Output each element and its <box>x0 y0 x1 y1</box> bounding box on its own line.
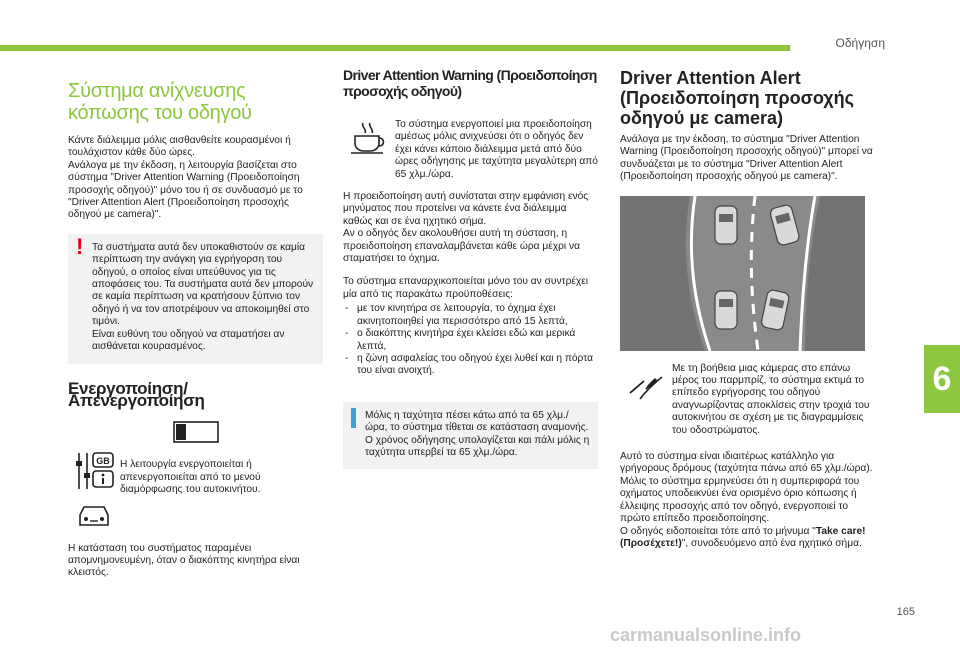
info-icon <box>351 408 356 428</box>
daa-text-3 <box>620 526 875 551</box>
daw-icon-text: Το σύστημα ενεργοποιεί μια προειδοποίηση αμέσως μόλις ανιχνεύσει ότι ο οδηγός δεν έχει κάνει κάποιο διάλειμμα μετά από δύο ώρες οδήγησης με ταχύτητα μεγαλύτερη από 65 χλμ./ώρα. <box>395 119 598 180</box>
info-box <box>343 402 598 470</box>
daa-icon-row <box>620 363 875 437</box>
daa-msg-start: Ο οδηγός ειδοποιείται τότε από το μήνυμα " <box>620 525 816 537</box>
activation-row <box>68 451 323 496</box>
fatigue-version-text: Ανάλογα με την έκδοση, η λειτουργία βασίζεται στο σύστημα "Driver Attention Warning (Προειδοποίηση προσοχής οδηγού)" μόνο του ή σε συνδυασμό με το "Driver Attention Alert (Προειδοποίηση προσοχής οδηγού με camera)". <box>68 159 303 221</box>
coffee-cup-icon <box>349 119 389 155</box>
daw-icon-row <box>343 119 598 181</box>
daw-text-2: Αν ο οδηγός δεν ακολουθήσει αυτή τη σύσταση, η προειδοποίηση επαναλαμβάνεται κάθε ώρα μέχρι να σταματήσει το όχημα. <box>343 228 580 265</box>
column-driver-attention-alert <box>620 60 875 550</box>
daw-text-1: Η προειδοποίηση αυτή συνίσταται στην εμφάνιση ενός μηνύματος που προτείνει να κάνετε ένα διάλειμμα καθώς και σε ένα ηχητικό σήμα. <box>343 191 589 227</box>
take-care-message: Take care! (Προσέχετε!) <box>620 525 866 549</box>
menu-screen-icon <box>68 421 323 443</box>
section-title: Οδήγηση <box>835 36 885 50</box>
fatigue-title: Σύστημα ανίχνευσης κόπωσης του οδηγού <box>68 80 252 124</box>
activation-title: Ενεργοποίηση/Απενεργοποίηση <box>68 378 205 410</box>
page-number: 165 <box>896 606 915 618</box>
daa-text-2: Μόλις το σύστημα ερμηνεύσει ότι η συμπεριφορά του οχήματος υποδεικνύει ένα ορισμένο όριο κόπωσης ή έλλειψης προσοχής από τον οδηγό, ενεργοποιεί το πρώτο επίπεδο προειδοποίησης. <box>620 475 860 525</box>
lane-departure-icon <box>626 363 666 403</box>
chapter-tab: 6 <box>924 345 960 413</box>
warning-text-2: Είναι ευθύνη του οδηγού να σταματήσει αν αισθάνεται κουρασμένος. <box>92 328 285 353</box>
settings-gb-icon <box>71 451 117 491</box>
list-item: - η ζώνη ασφαλείας του οδηγού έχει λυθεί και η πόρτα του είναι ανοιχτή. <box>343 353 598 378</box>
road-illustration <box>620 196 865 351</box>
memory-text: Η κατάσταση του συστήματος παραμένει απομνημονευμένη, όταν ο διακόπτης κινητήρα είναι κλειστός. <box>68 542 300 579</box>
warning-exclamation-icon: ! <box>76 233 84 259</box>
daw-title: Driver Attention Warning (Προειδοποίηση προσοχής οδηγού) <box>343 67 597 99</box>
watermark: carmanualsonline.info <box>610 625 802 645</box>
daa-text-1: Αυτό το σύστημα είναι ιδιαιτέρως κατάλληλο για γρήγορους δρόμους (ταχύτητα πάνω από 65 χλμ./ώρα). <box>620 451 873 475</box>
daa-msg-end: ", συνοδευόμενο από ένα ηχητικό σήμα. <box>681 537 862 549</box>
warning-box <box>68 234 323 364</box>
daa-intro: Ανάλογα με την έκδοση, το σύστημα "Driver Attention Warning (Προειδοποίηση προσοχής οδηγού)" μπορεί να συνδυάζεται με το σύστημα "Driver Attention Alert (Προειδοποίηση προσοχής οδηγού με camera)". <box>620 134 873 183</box>
fatigue-intro: Κάντε διάλειμμα μόλις αισθανθείτε κουρασμένοι ή τουλάχιστον κάθε δύο ώρες. <box>68 135 291 159</box>
daw-reset-list <box>343 303 598 377</box>
activation-text: Η λειτουργία ενεργοποιείται ή απενεργοποιείται από το μενού διαμόρφωσης του αυτοκινήτου. <box>120 459 261 496</box>
column-driver-attention-warning <box>343 60 598 469</box>
daa-icon-text: Με τη βοήθεια μιας κάμερας στο επάνω μέρος του παρμπρίζ, το σύστημα εκτιμά το επίπεδο εγρήγορσης του οδηγού αναγνωρίζοντας αποκλίσεις στην τροχιά του αυτοκινήτου σε σχέση με τις διαγραμμίσεις του οδοστρώματος. <box>672 362 870 436</box>
daw-text-3: Το σύστημα επαναρχικοποιείται μόνο του αν συντρέχει μία από τις παρακάτω προϋποθέσεις: <box>343 276 589 300</box>
car-icon <box>68 503 120 529</box>
list-item: - ο διακόπτης κινητήρα έχει κλείσει εδώ και μερικά λεπτά, <box>343 328 598 353</box>
list-item: - με τον κινητήρα σε λειτουργία, το όχημα έχει ακινητοποιηθεί για περισσότερο από 15 λεπτά, <box>343 303 598 328</box>
warning-text-1: Τα συστήματα αυτά δεν υποκαθιστούν σε καμία περίπτωση την ανάγκη για εγρήγορση του οδηγού, ο οποίος είναι υπεύθυνος για τις αποφάσεις του. Τα συστήματα αυτά δεν μπορούν σε καμία περίπτωση να κρατήσουν ξύπνιο τον οδηγό ή να τον αποτρέψουν να αποκοιμηθεί στο τιμόνι. <box>92 241 314 328</box>
column-fatigue-detection <box>68 60 323 580</box>
gb-label: GB <box>96 456 110 467</box>
header-accent-bar <box>0 45 790 51</box>
info-text-1: Μόλις η ταχύτητα πέσει κάτω από τα 65 χλμ./ώρα, το σύστημα τίθεται σε κατάσταση αναμονής. <box>365 409 589 434</box>
daa-title: Driver Attention Alert (Προειδοποίηση προσοχής οδηγού με camera) <box>620 68 854 128</box>
info-text-2: Ο χρόνος οδήγησης υπολογίζεται και πάλι μόλις η ταχύτητα υπερβεί τα 65 χλμ./ώρα. <box>365 434 590 458</box>
